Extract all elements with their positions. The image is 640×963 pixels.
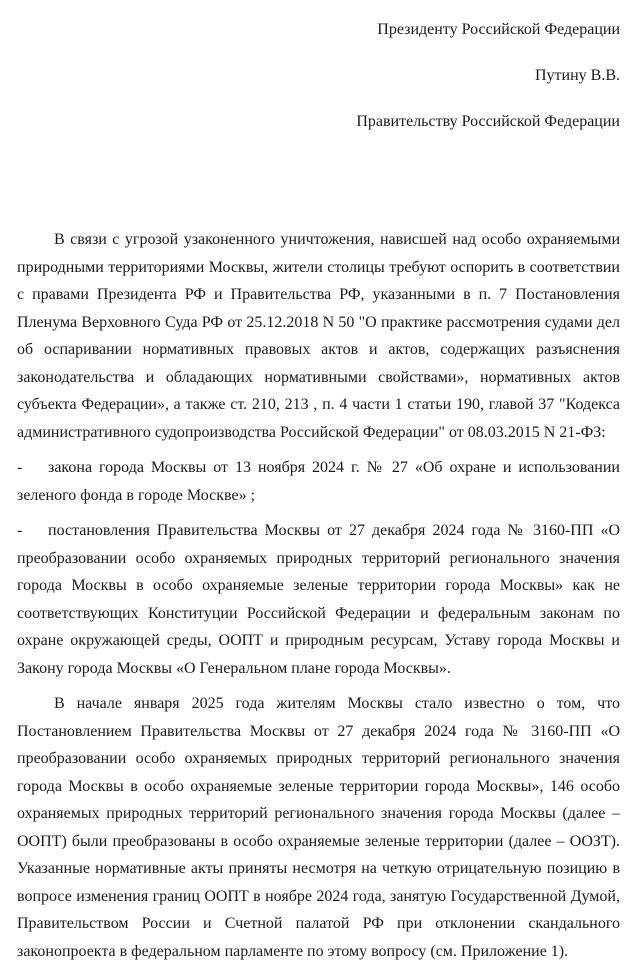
addressee-block <box>17 16 620 136</box>
list-item-government-decree <box>17 517 620 682</box>
addressee-line-president: Президенту Российской Федерации <box>377 21 620 38</box>
paragraph-intro: В связи с угрозой узаконенного уничтожения, нависшей над особо охраняемыми природными территориями Москвы, жители столицы требуют оспорить в соответствии с правами Президента РФ и Правительства РФ, указанными в п. 7 Постановления Пленума Верховного Суда РФ от 25.12.2018 N 50 "О практике рассмотрения судами дел об оспаривании нормативных правовых актов и актов, содержащих разъяснения законодательства и обладающих нормативными свойствами», нормативных актов субъекта Федерации», а также ст. 210, 213 , п. 4 части 1 статьи 190, главой 37 "Кодекса административного судопроизводства Российской Федерации" от 08.03.2015 N 21-ФЗ: <box>17 231 620 441</box>
list-item-text: закона города Москвы от 13 ноября 2024 г. № 27 «Об охране и использовании зеленого фонда в городе Москве» ; <box>17 459 620 504</box>
list-item-dash: - <box>17 459 23 476</box>
document-body <box>17 226 620 963</box>
addressee-line-government: Правительству Российской Федерации <box>356 113 620 130</box>
paragraph-january-2025: В начале января 2025 года жителям Москвы стало известно о том, что Постановлением Правительства Москвы от 27 декабря 2024 года № 3160-ПП «О преобразовании особо охраняемых природных территорий регионального значения города Москвы в особо охраняемые зеленые территории города Москвы», 146 особо охраняемых природных территорий регионального значения города Москвы (далее – ООПТ) были преобразованы в особо охраняемые зеленые территории (далее – ООЗТ). Указанные нормативные акты приняты несмотря на четкую отрицательную позицию в вопросе изменения границ ООПТ в ноябре 2024 года, занятую Государственной Думой, Правительством России и Счетной палатой РФ при отклонении скандального законопроекта в федеральном парламенте по этому вопросу (см. Приложение 1). <box>17 695 620 960</box>
list-item-text: постановления Правительства Москвы от 27 декабря 2024 года № 3160-ПП «О преобразовании особо охраняемых природных территорий регионального значения города Москвы в особо охраняемые зеленые территории города Москвы» как не соответствующих Конституции Российской Федерации и федеральным законам по охране окружающей среды, ООПТ и природным ресурсам, Уставу города Москвы и Закону города Москвы «О Генеральном плане города Москвы». <box>17 522 620 677</box>
addressee-line-putin: Путину В.В. <box>534 67 620 84</box>
list-item-moscow-law <box>17 454 620 509</box>
list-item-dash: - <box>17 522 23 539</box>
